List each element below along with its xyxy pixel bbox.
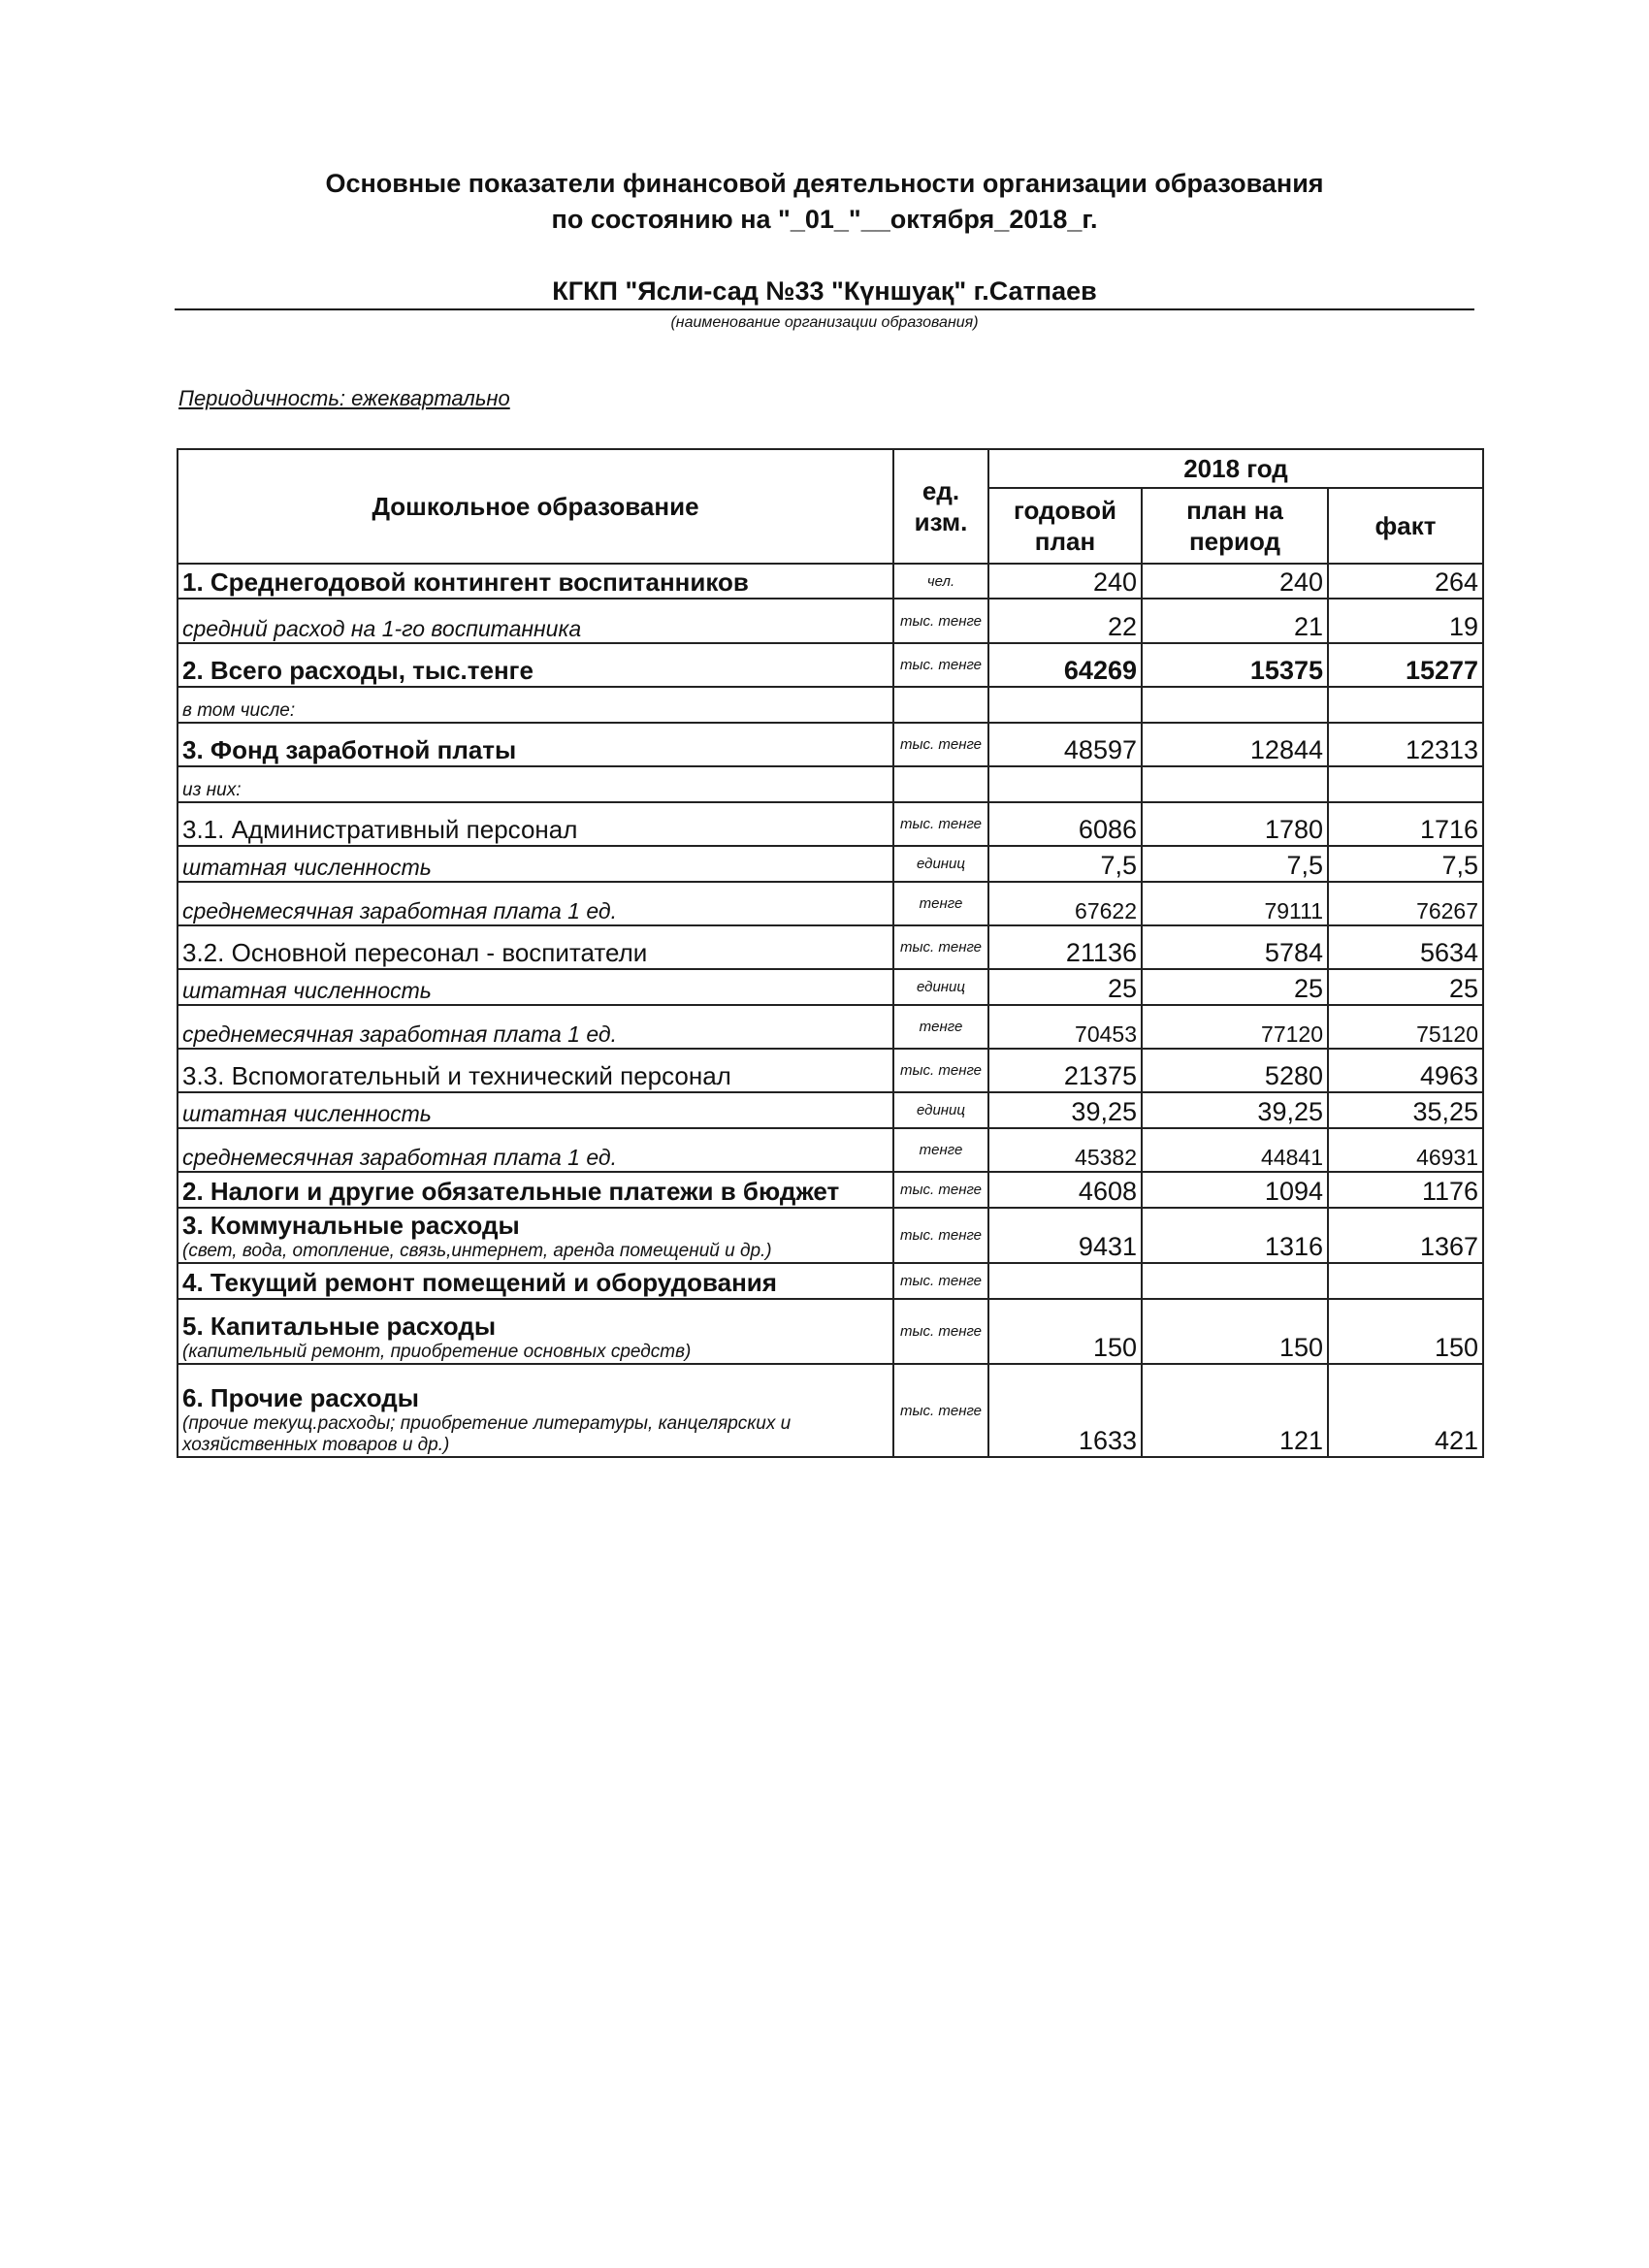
cell-annual: 6086 xyxy=(988,802,1142,846)
cell-annual: 21375 xyxy=(988,1049,1142,1092)
row-label-text: 3.3. Вспомогательный и технический персонал xyxy=(182,1061,731,1090)
row-label xyxy=(178,1299,893,1364)
row-unit: тыс. тенге xyxy=(893,1208,988,1263)
cell-period: 12844 xyxy=(1142,723,1328,766)
row-label-text: 3.1. Административный персонал xyxy=(182,815,578,844)
row-label-text: штатная численность xyxy=(182,1101,432,1126)
cell-fact: 264 xyxy=(1328,564,1483,599)
cell-annual: 7,5 xyxy=(988,846,1142,882)
cell-period: 21 xyxy=(1142,599,1328,643)
header-fact: факт xyxy=(1328,488,1483,564)
cell-fact: 150 xyxy=(1328,1299,1483,1364)
cell-fact xyxy=(1328,687,1483,723)
row-unit: тенге xyxy=(893,1005,988,1049)
cell-period: 39,25 xyxy=(1142,1092,1328,1128)
table-row xyxy=(178,1128,1483,1172)
cell-period xyxy=(1142,1263,1328,1299)
table-row xyxy=(178,1049,1483,1092)
row-label-note: (капительный ремонт, приобретение основных средств) xyxy=(182,1342,692,1362)
cell-period: 121 xyxy=(1142,1364,1328,1457)
cell-period: 25 xyxy=(1142,969,1328,1005)
organization-name: КГКП "Ясли-сад №33 "Күншуақ" г.Сатпаев xyxy=(552,276,1097,306)
table-row xyxy=(178,643,1483,687)
row-label xyxy=(178,564,893,599)
cell-period: 1780 xyxy=(1142,802,1328,846)
cell-fact: 76267 xyxy=(1328,882,1483,925)
row-label-text: в том числе: xyxy=(182,700,296,721)
cell-annual xyxy=(988,766,1142,802)
row-label xyxy=(178,1364,893,1457)
header-unit: ед. изм. xyxy=(893,449,988,564)
row-unit xyxy=(893,766,988,802)
row-unit: тыс. тенге xyxy=(893,1364,988,1457)
cell-annual: 22 xyxy=(988,599,1142,643)
cell-fact: 15277 xyxy=(1328,643,1483,687)
cell-fact: 46931 xyxy=(1328,1128,1483,1172)
row-label-note: (прочие текущ.расходы; приобретение литературы, канцелярских и хозяйственных товаров и др.) xyxy=(182,1413,792,1455)
cell-annual: 70453 xyxy=(988,1005,1142,1049)
cell-fact xyxy=(1328,1263,1483,1299)
row-label xyxy=(178,599,893,643)
document-date: по состоянию на "_01_"__октября_2018_г. xyxy=(551,205,1098,234)
table-row xyxy=(178,687,1483,723)
row-label xyxy=(178,1208,893,1263)
row-label-text: из них: xyxy=(182,780,242,800)
header-category: Дошкольное образование xyxy=(178,449,893,564)
cell-annual: 21136 xyxy=(988,925,1142,969)
table-row xyxy=(178,1208,1483,1263)
row-label xyxy=(178,1005,893,1049)
row-label-text: 3. Фонд заработной платы xyxy=(182,735,517,764)
row-label-text: 4. Текущий ремонт помещений и оборудования xyxy=(182,1268,777,1297)
organization-caption: (наименование организации образования) xyxy=(670,314,979,331)
cell-fact: 1176 xyxy=(1328,1172,1483,1208)
table-row xyxy=(178,925,1483,969)
row-unit: тыс. тенге xyxy=(893,925,988,969)
organization-underline xyxy=(175,308,1474,310)
cell-annual: 9431 xyxy=(988,1208,1142,1263)
cell-fact: 25 xyxy=(1328,969,1483,1005)
financial-indicators-table xyxy=(177,448,1484,1458)
cell-fact: 5634 xyxy=(1328,925,1483,969)
row-label-text: 3. Коммунальные расходы xyxy=(182,1211,520,1240)
cell-fact: 4963 xyxy=(1328,1049,1483,1092)
row-unit xyxy=(893,687,988,723)
row-label-text: 5. Капитальные расходы xyxy=(182,1312,497,1341)
cell-annual: 39,25 xyxy=(988,1092,1142,1128)
header-annual-plan: годовой план xyxy=(988,488,1142,564)
cell-annual: 48597 xyxy=(988,723,1142,766)
row-label xyxy=(178,643,893,687)
row-label xyxy=(178,969,893,1005)
cell-annual: 1633 xyxy=(988,1364,1142,1457)
table-row xyxy=(178,882,1483,925)
cell-period: 79111 xyxy=(1142,882,1328,925)
row-unit: единиц xyxy=(893,846,988,882)
row-label xyxy=(178,1172,893,1208)
cell-period: 150 xyxy=(1142,1299,1328,1364)
row-label xyxy=(178,1092,893,1128)
row-label xyxy=(178,1263,893,1299)
row-label xyxy=(178,925,893,969)
cell-fact: 1716 xyxy=(1328,802,1483,846)
cell-period: 7,5 xyxy=(1142,846,1328,882)
row-unit: чел. xyxy=(893,564,988,599)
table-row xyxy=(178,1005,1483,1049)
cell-annual: 240 xyxy=(988,564,1142,599)
row-label xyxy=(178,1128,893,1172)
row-label-text: среднемесячная заработная плата 1 ед. xyxy=(182,898,617,923)
row-label-text: 3.2. Основной пересонал - воспитатели xyxy=(182,938,648,967)
cell-fact: 35,25 xyxy=(1328,1092,1483,1128)
header-period-plan: план на период xyxy=(1142,488,1328,564)
cell-period: 1094 xyxy=(1142,1172,1328,1208)
table-row xyxy=(178,1364,1483,1457)
row-unit: тыс. тенге xyxy=(893,1299,988,1364)
row-unit: тыс. тенге xyxy=(893,1049,988,1092)
table-row xyxy=(178,1172,1483,1208)
row-label-text: 2. Налоги и другие обязательные платежи в бюджет xyxy=(182,1177,840,1206)
row-label-text: 1. Среднегодовой контингент воспитанников xyxy=(182,567,749,597)
cell-period: 5784 xyxy=(1142,925,1328,969)
row-label-text: 2. Всего расходы, тыс.тенге xyxy=(182,656,534,685)
row-label-note: (свет, вода, отопление, связь,интернет, аренда помещений и др.) xyxy=(182,1241,772,1261)
cell-period: 5280 xyxy=(1142,1049,1328,1092)
row-unit: тенге xyxy=(893,882,988,925)
cell-period: 15375 xyxy=(1142,643,1328,687)
cell-annual xyxy=(988,687,1142,723)
table-row xyxy=(178,1299,1483,1364)
row-unit: тыс. тенге xyxy=(893,802,988,846)
cell-annual: 45382 xyxy=(988,1128,1142,1172)
table-row xyxy=(178,802,1483,846)
row-unit: тыс. тенге xyxy=(893,599,988,643)
row-label-text: среднемесячная заработная плата 1 ед. xyxy=(182,1145,617,1170)
row-unit: тыс. тенге xyxy=(893,723,988,766)
table-body xyxy=(178,564,1483,1457)
row-label xyxy=(178,723,893,766)
row-label-text: штатная численность xyxy=(182,855,432,880)
row-label xyxy=(178,687,893,723)
row-label-text: среднемесячная заработная плата 1 ед. xyxy=(182,1021,617,1047)
row-unit: единиц xyxy=(893,1092,988,1128)
cell-period: 1316 xyxy=(1142,1208,1328,1263)
cell-period: 44841 xyxy=(1142,1128,1328,1172)
row-unit: тыс. тенге xyxy=(893,1172,988,1208)
table-row xyxy=(178,564,1483,599)
table-row xyxy=(178,766,1483,802)
row-unit: тыс. тенге xyxy=(893,643,988,687)
row-label-text: 6. Прочие расходы xyxy=(182,1383,419,1412)
cell-fact: 7,5 xyxy=(1328,846,1483,882)
cell-period xyxy=(1142,687,1328,723)
table-row xyxy=(178,846,1483,882)
cell-annual: 150 xyxy=(988,1299,1142,1364)
cell-fact: 75120 xyxy=(1328,1005,1483,1049)
cell-period: 77120 xyxy=(1142,1005,1328,1049)
table-row xyxy=(178,723,1483,766)
row-label xyxy=(178,882,893,925)
periodicity-label: Периодичность: ежеквартально xyxy=(178,386,510,410)
cell-annual: 67622 xyxy=(988,882,1142,925)
table-row xyxy=(178,599,1483,643)
cell-annual xyxy=(988,1263,1142,1299)
cell-period xyxy=(1142,766,1328,802)
cell-fact: 19 xyxy=(1328,599,1483,643)
row-label xyxy=(178,1049,893,1092)
row-unit: тенге xyxy=(893,1128,988,1172)
row-label-text: средний расход на 1-го воспитанника xyxy=(182,616,582,641)
row-label xyxy=(178,766,893,802)
row-label xyxy=(178,802,893,846)
row-label-text: штатная численность xyxy=(182,978,432,1003)
row-unit: тыс. тенге xyxy=(893,1263,988,1299)
cell-fact: 421 xyxy=(1328,1364,1483,1457)
cell-fact: 1367 xyxy=(1328,1208,1483,1263)
table-row xyxy=(178,1092,1483,1128)
cell-annual: 4608 xyxy=(988,1172,1142,1208)
table-row xyxy=(178,1263,1483,1299)
document-title: Основные показатели финансовой деятельности организации образования xyxy=(325,169,1324,198)
cell-annual: 25 xyxy=(988,969,1142,1005)
row-unit: единиц xyxy=(893,969,988,1005)
table-row xyxy=(178,969,1483,1005)
cell-period: 240 xyxy=(1142,564,1328,599)
cell-annual: 64269 xyxy=(988,643,1142,687)
row-label xyxy=(178,846,893,882)
cell-fact xyxy=(1328,766,1483,802)
header-year: 2018 год xyxy=(988,449,1483,488)
cell-fact: 12313 xyxy=(1328,723,1483,766)
